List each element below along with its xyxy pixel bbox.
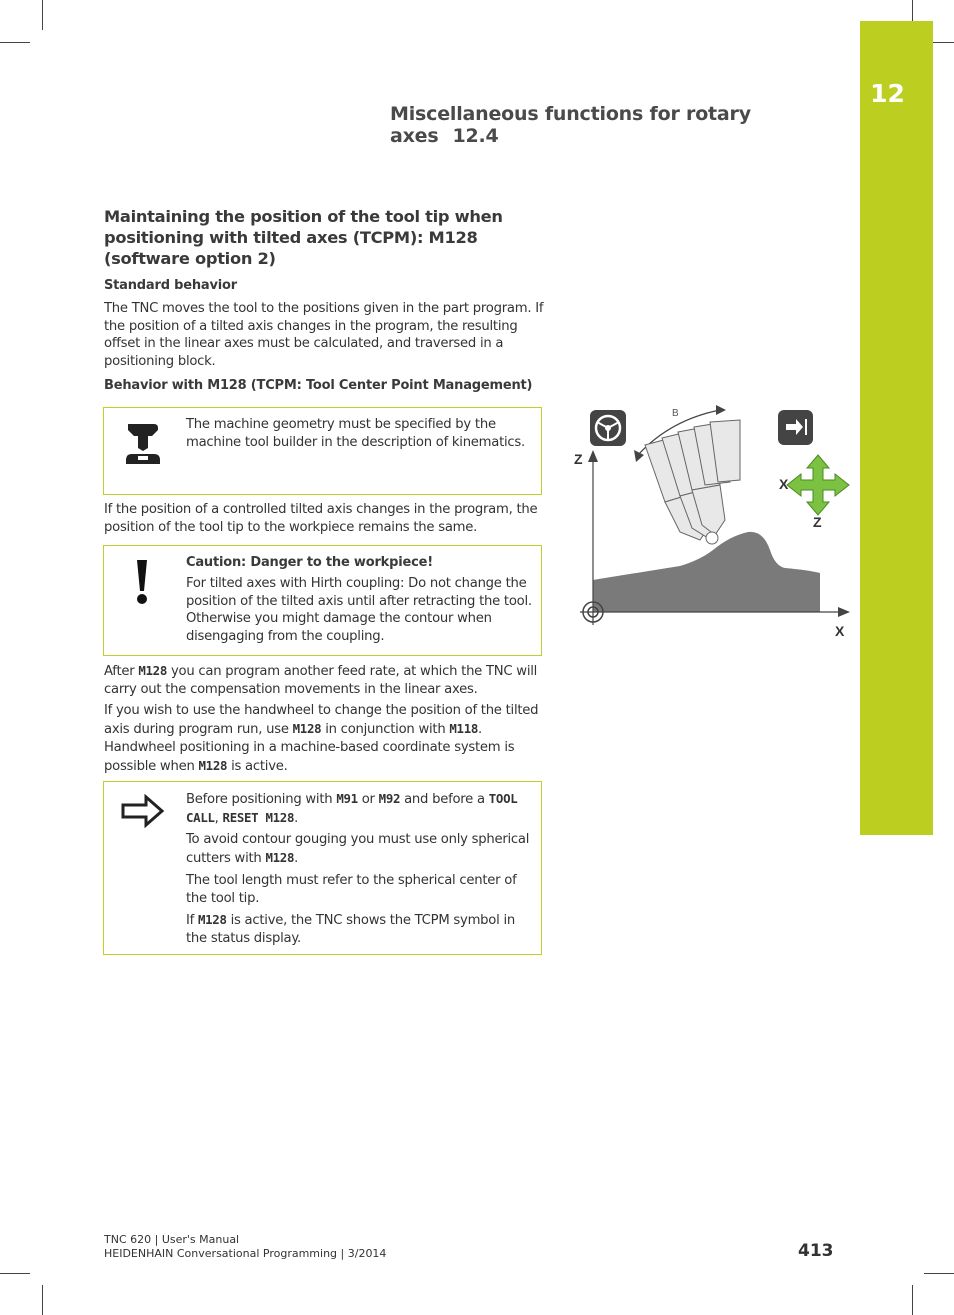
machine-tool-icon: [118, 418, 168, 478]
text-run: .: [294, 810, 299, 826]
chapter-number: 12: [870, 79, 905, 108]
m128-heading: Behavior with M128 (TCPM: Tool Center Point Management): [104, 378, 533, 393]
text-run: you can program another feed rate, at which the TNC will carry out the compensation movements in the linear axes.: [104, 664, 538, 697]
rotary-b-label: B: [672, 408, 679, 419]
crop-mark: [42, 0, 43, 30]
text-run: If you wish to use the handwheel to change the position of the tilted axis during program run, use: [104, 703, 539, 738]
after-paragraph: [104, 662, 544, 698]
text-run: . Handwheel positioning in a machine-based coordinate system is possible when: [104, 722, 515, 774]
axis-label-z: Z: [574, 451, 583, 467]
x-axis-arrowhead: [838, 607, 850, 617]
machine-note-box: [103, 407, 542, 495]
machine-note-text: The machine geometry must be specified by the machine tool builder in the description of kinematics.: [186, 417, 525, 450]
main-heading: Maintaining the position of the tool tip when positioning with tilted axes (TCPM): M128 (software option 2): [104, 207, 503, 268]
crop-mark: [0, 42, 30, 43]
tcpm-figure: [570, 400, 855, 645]
axis-label-x: X: [835, 623, 845, 639]
text-run: ,: [214, 810, 223, 826]
text-run: or: [357, 792, 379, 807]
arrow-right-icon: [120, 794, 166, 832]
text-run: If: [186, 913, 198, 929]
tips-box: [103, 781, 542, 955]
code-m92: M92: [378, 791, 401, 806]
tip-2: [186, 831, 536, 867]
code-reset-m128: RESET M128: [222, 809, 295, 825]
footer-line-1: TNC 620 | User's Manual: [104, 1233, 240, 1246]
exclamation-icon: [134, 558, 150, 610]
crop-mark: [42, 1285, 43, 1315]
jog-cross-icon: [787, 455, 849, 515]
standard-text: The TNC moves the tool to the positions given in the part program. If the position of a tilted axis changes in the program, the resulting offset in the linear axes must be calculated, and traversed in a positioning block.: [104, 301, 544, 370]
standard-heading: Standard behavior: [104, 278, 237, 293]
caution-title: Caution: Danger to the workpiece!: [186, 555, 433, 570]
footer: [104, 1233, 386, 1261]
standard-behavior-block: [104, 277, 544, 371]
running-header: [390, 103, 832, 147]
section-number: 12.4: [452, 125, 499, 147]
code-m128: M128: [292, 721, 322, 737]
workpiece-shape: [593, 532, 820, 612]
text-run: Before positioning with: [186, 792, 337, 807]
tilt-paragraph: If the position of a controlled tilted axis changes in the program, the position of the tool tip to the workpiece remains the same.: [104, 502, 538, 535]
tip-4: [186, 911, 536, 947]
code-tool-call: TOOL CALL: [186, 791, 518, 825]
footer-line-2: HEIDENHAIN Conversational Programming | 3/2014: [104, 1247, 387, 1260]
text-run: and before a: [400, 792, 489, 807]
text-run: is active, the TNC shows the TCPM symbol in the status display.: [186, 913, 515, 946]
tool-tip: [706, 532, 718, 544]
m128-heading-block: [104, 377, 544, 394]
code-m118: M118: [449, 721, 479, 737]
main-heading-block: [104, 206, 544, 269]
z-axis-arrowhead: [588, 450, 598, 462]
caution-text: For tilted axes with Hirth coupling: Do not change the position of the tilted axis until after retracting the tool. Otherwise you might damage the contour when disengaging from the coupling.: [186, 576, 532, 645]
text-run: To avoid contour gouging you must use only spherical cutters with: [186, 832, 530, 867]
tcpm-illustration: [570, 400, 855, 645]
caution-box: [103, 545, 542, 656]
crop-mark: [912, 1285, 913, 1315]
tip-1: [186, 790, 536, 827]
code-m128: M128: [138, 663, 167, 678]
crop-mark: [0, 1273, 30, 1274]
chapter-tab: [860, 21, 933, 835]
tip-3: The tool length must refer to the spherical center of the tool tip.: [186, 872, 517, 906]
rotary-arc-arrowhead: [716, 405, 726, 415]
section-title: Miscellaneous functions for rotary axes: [390, 103, 751, 147]
code-m128: M128: [265, 850, 295, 866]
jog-label-x: X: [779, 476, 789, 492]
text-run: .: [294, 851, 299, 867]
jog-label-z: Z: [813, 514, 822, 530]
jog-cross-shape: [787, 455, 849, 515]
page-number: 413: [798, 1241, 834, 1261]
crop-mark: [924, 1273, 954, 1274]
code-m128: M128: [198, 757, 228, 773]
code-m91: M91: [336, 791, 358, 806]
text-run: After: [104, 664, 139, 679]
code-m128: M128: [197, 912, 227, 928]
handwheel-paragraph: [104, 702, 544, 775]
rotary-arc-arrowhead: [634, 450, 644, 462]
tool-heads: [645, 420, 740, 540]
tilt-paragraph-block: [104, 501, 544, 536]
text-run: is active.: [227, 758, 288, 774]
exit-bar-glyph: [805, 419, 807, 435]
after-paragraph-block: [104, 662, 544, 775]
text-run: in conjunction with: [321, 722, 450, 738]
